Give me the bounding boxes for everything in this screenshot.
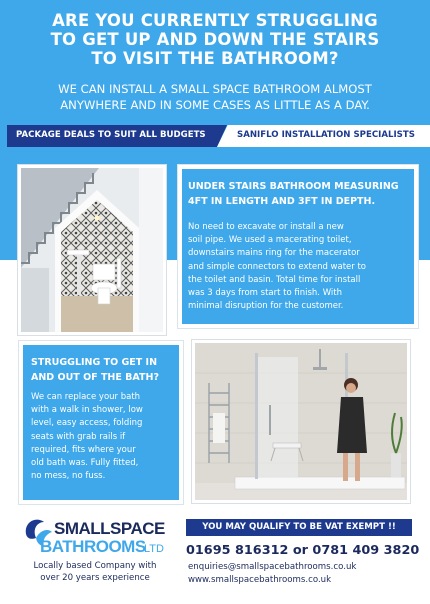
headline-line: ARE YOU CURRENTLY STRUGGLING bbox=[52, 11, 378, 30]
logo-text-ltd: LTD bbox=[144, 543, 164, 555]
title-line: AND OUT OF THE BATH? bbox=[31, 372, 159, 383]
package-deals-text: PACKAGE DEALS TO SUIT ALL BUDGETS bbox=[16, 130, 206, 140]
understairs-bathroom-photo bbox=[18, 165, 166, 335]
saniflo-specialists-text: SANIFLO INSTALLATION SPECIALISTS bbox=[237, 130, 415, 140]
offer-banner bbox=[7, 125, 430, 147]
walk-in-shower-illustration bbox=[195, 343, 407, 500]
bath-body bbox=[31, 391, 179, 483]
vat-exempt-banner: YOU MAY QUALIFY TO BE VAT EXEMPT !! bbox=[186, 519, 412, 536]
body-line: old bath was. Fully fitted, bbox=[31, 458, 139, 469]
body-line: was 3 days from start to finish. With bbox=[188, 288, 343, 299]
body-line: No need to excavate or install a new bbox=[188, 222, 344, 232]
headline-line: TO VISIT THE BATHROOM? bbox=[91, 49, 339, 68]
walk-in-shower-photo bbox=[192, 340, 410, 503]
understairs-body bbox=[188, 221, 416, 313]
body-line: with a walk in shower, low bbox=[31, 405, 143, 416]
logo-text-smallspace: SMALLSPACE bbox=[54, 519, 165, 538]
title-line: STRUGGLING TO GET IN bbox=[31, 357, 158, 368]
subheadline bbox=[6, 81, 424, 113]
logo-graphic bbox=[22, 512, 172, 556]
understairs-info-box bbox=[178, 165, 418, 328]
headline bbox=[10, 11, 420, 68]
understairs-bathroom-illustration bbox=[21, 168, 163, 332]
email-link[interactable]: enquiries@smallspacebathrooms.co.uk bbox=[188, 562, 357, 572]
body-line: required, fits where your bbox=[31, 444, 136, 455]
company-tagline bbox=[20, 560, 170, 584]
title-line: 4FT IN LENGTH AND 3FT IN DEPTH. bbox=[188, 196, 376, 207]
logo-text-bathrooms: BATHROOMS bbox=[40, 537, 146, 556]
headline-line: TO GET UP AND DOWN THE STAIRS bbox=[50, 30, 380, 49]
body-line: the toilet and basin. Total time for install bbox=[188, 274, 361, 285]
body-line: soil pipe. We used a macerating toilet, bbox=[188, 235, 352, 246]
body-line: minimal disruption for the customer. bbox=[188, 301, 344, 312]
tagline-line: over 20 years experience bbox=[40, 573, 150, 583]
subheadline-line: ANYWHERE AND IN SOME CASES AS LITTLE AS A DAY. bbox=[60, 98, 370, 112]
bath-info-box bbox=[19, 341, 183, 504]
tagline-line: Locally based Company with bbox=[33, 561, 157, 571]
body-line: seats with grab rails if bbox=[31, 431, 126, 442]
subheadline-line: WE CAN INSTALL A SMALL SPACE BATHROOM ALMOST bbox=[58, 82, 372, 96]
phone-numbers[interactable]: 01695 816312 or 0781 409 3820 bbox=[186, 543, 420, 558]
company-logo bbox=[22, 512, 172, 556]
bath-title bbox=[31, 355, 181, 385]
body-line: no mess, no fuss. bbox=[31, 471, 106, 482]
body-line: We can replace your bath bbox=[31, 392, 141, 402]
understairs-title bbox=[188, 179, 410, 209]
body-line: level, easy access, folding bbox=[31, 418, 143, 429]
body-line: and simple connectors to extend water to bbox=[188, 261, 367, 272]
body-line: downstairs mains ring for the macerator bbox=[188, 248, 360, 259]
title-line: UNDER STAIRS BATHROOM MEASURING bbox=[188, 181, 399, 192]
website-link[interactable]: www.smallspacebathrooms.co.uk bbox=[188, 575, 332, 585]
